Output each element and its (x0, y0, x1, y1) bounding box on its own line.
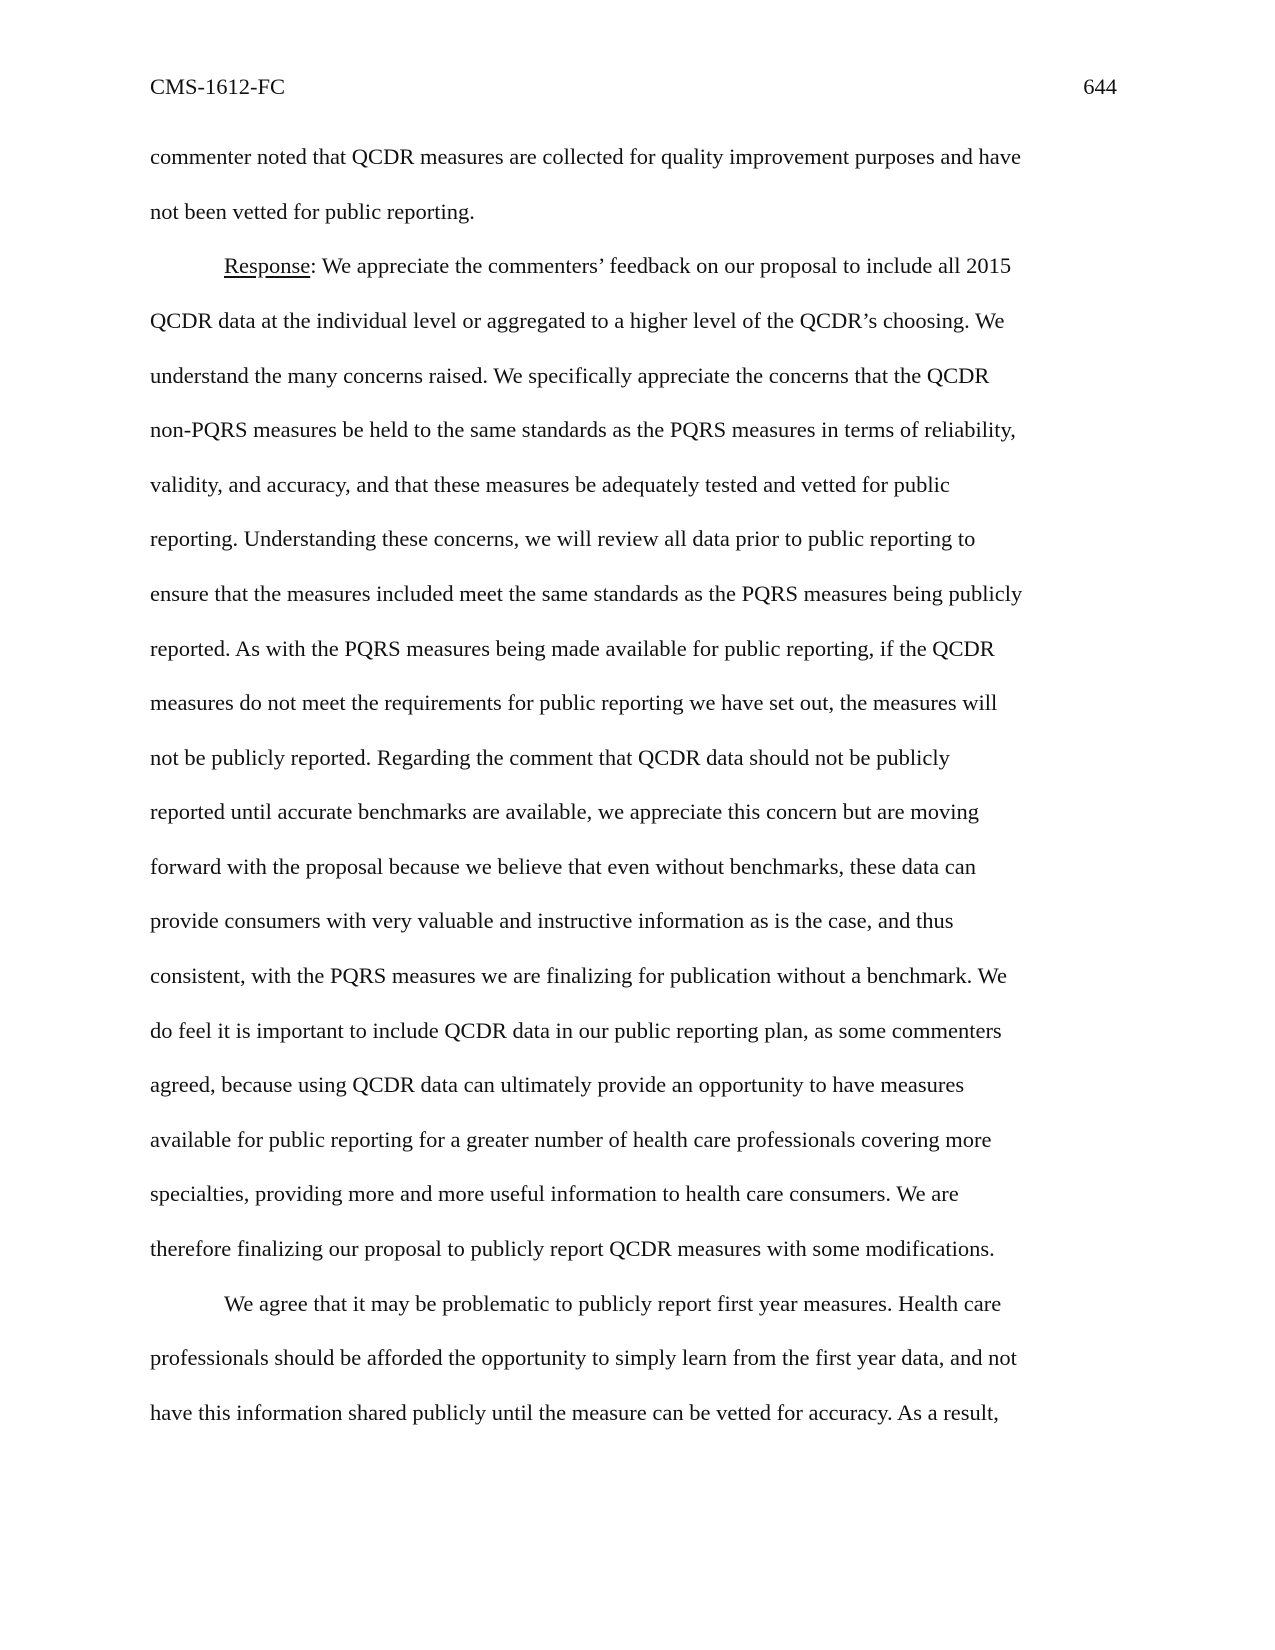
paragraph-line: commenter noted that QCDR measures are collected for quality improvement purposes and have (150, 144, 1021, 169)
paragraph-line: professionals should be afforded the opportunity to simply learn from the first year data, and not (150, 1345, 1017, 1370)
paragraph-line: agreed, because using QCDR data can ultimately provide an opportunity to have measures (150, 1072, 965, 1097)
paragraph-line: consistent, with the PQRS measures we are finalizing for publication without a benchmark. We (150, 963, 1007, 988)
paragraph-line: measures do not meet the requirements for public reporting we have set out, the measures will (150, 690, 998, 715)
paragraph-line: reported. As with the PQRS measures being made available for public reporting, if the QCDR (150, 636, 995, 661)
page-header (150, 70, 1117, 104)
paragraph-line: not be publicly reported. Regarding the comment that QCDR data should not be publicly (150, 745, 950, 770)
paragraph-line: non-PQRS measures be held to the same standards as the PQRS measures in terms of reliability, (150, 417, 1016, 442)
paragraph-line: have this information shared publicly until the measure can be vetted for accuracy. As a result, (150, 1400, 999, 1425)
paragraph-line: We agree that it may be problematic to publicly report first year measures. Health care (224, 1291, 1002, 1316)
paragraph-line: therefore finalizing our proposal to publicly report QCDR measures with some modifications. (150, 1236, 995, 1261)
paragraph-line: specialties, providing more and more useful information to health care consumers. We are (150, 1181, 959, 1206)
document-id: CMS-1612-FC (150, 74, 286, 99)
paragraph-line: reporting. Understanding these concerns, we will review all data prior to public reporting to (150, 526, 976, 551)
paragraph-line: understand the many concerns raised. We specifically appreciate the concerns that the QCDR (150, 363, 990, 388)
paragraph-line: forward with the proposal because we believe that even without benchmarks, these data can (150, 854, 976, 879)
paragraph-line: QCDR data at the individual level or aggregated to a higher level of the QCDR’s choosing. We (150, 308, 1005, 333)
page-number: 644 (1083, 74, 1117, 99)
paragraph-line: ensure that the measures included meet the same standards as the PQRS measures being publicly (150, 581, 1023, 606)
response-label: Response (224, 253, 311, 278)
response-lead-text: : We appreciate the commenters’ feedback on our proposal to include all 2015 (310, 253, 1012, 278)
paragraph-lead-line (224, 249, 1011, 283)
paragraph-line: reported until accurate benchmarks are available, we appreciate this concern but are moving (150, 799, 979, 824)
paragraph-line: available for public reporting for a greater number of health care professionals covering more (150, 1127, 992, 1152)
paragraph-line: do feel it is important to include QCDR data in our public reporting plan, as some commenters (150, 1018, 1002, 1043)
paragraph-line: provide consumers with very valuable and instructive information as is the case, and thus (150, 908, 954, 933)
paragraph-line: validity, and accuracy, and that these measures be adequately tested and vetted for public (150, 472, 950, 497)
paragraph-line: not been vetted for public reporting. (150, 199, 475, 224)
